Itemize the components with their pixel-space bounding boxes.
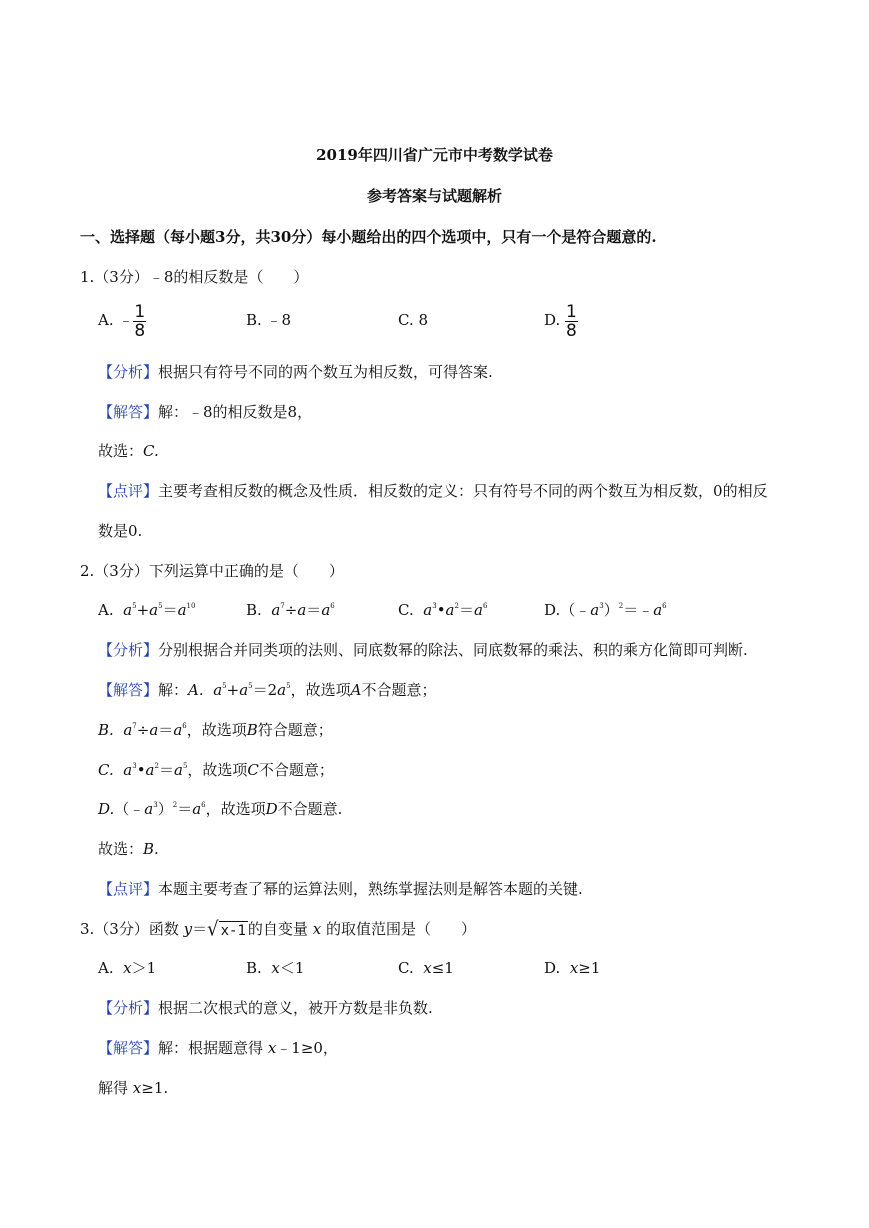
q1-choice: 故选：C.	[98, 442, 159, 460]
q2-answer-a: 【解答】解：A. $a^5+a^5=2a^5$，故选项A不合题意；	[98, 681, 437, 699]
q2-choice: 故选：B.	[98, 840, 159, 858]
fraction: $\frac{1}{8}$	[566, 301, 577, 341]
q2-analysis: 【分析】分别根据合并同类项的法则、同底数幂的除法、同底数幂的乘法、积的乘方化简即可判断.	[98, 641, 748, 659]
page-subtitle: 参考答案与试题解析	[366, 187, 502, 205]
q2-option-b: B. $a^7\div a=a^6$	[246, 601, 335, 619]
q1-option-c: C. 8	[398, 311, 429, 329]
q3-option-a: A. x＞1	[98, 959, 157, 977]
q1-answer: 【解答】解：﹣8的相反数是8，	[98, 403, 313, 421]
question-2-stem: 2.（3分）下列运算中正确的是（ ）	[80, 562, 344, 580]
q3-analysis: 【分析】根据二次根式的意义，被开方数是非负数.	[98, 999, 433, 1017]
q3-solve: 解得 x≥1.	[98, 1079, 169, 1097]
q1-review-cont: 数是0.	[98, 522, 143, 540]
section-heading: 一、选择题（每小题3分，共30分）每小题给出的四个选项中，只有一个是符合题意的.	[80, 228, 657, 246]
q1-analysis: 【分析】根据只有符号不同的两个数互为相反数，可得答案.	[98, 363, 493, 381]
q2-option-a: A. $a^5+a^5=a^{10}$	[98, 601, 196, 619]
q2-option-d: $D.(﹣a^3)^2=﹣a^6$	[544, 601, 667, 619]
q3-option-d: D. x≥1	[544, 959, 601, 977]
question-3-stem: 3.（3分）函数 y＝√ x-1 的自变量 x 的取值范围是（ ）	[80, 917, 476, 941]
q2-answer-d: $D.(﹣a^3)^2=a^6$，故选项D不合题意.	[98, 800, 343, 818]
q1-option-a: A. ﹣ $\frac{1}{8}$	[98, 301, 146, 341]
q1-review: 【点评】主要考查相反数的概念及性质．相反数的定义：只有符号不同的两个数互为相反数，0的相反	[98, 482, 768, 500]
q3-option-c: C. x≤1	[398, 959, 454, 977]
q3-option-b: B. x＜1	[246, 959, 305, 977]
q2-answer-b: B. $a^7\div a=a^6$，故选项B符合题意；	[98, 721, 333, 739]
q1-option-d: D. $\frac{1}{8}$	[544, 301, 577, 341]
q2-option-c: C. $a^3•a^2=a^6$	[398, 601, 488, 619]
question-1-stem: 1.（3分）﹣8的相反数是（ ）	[80, 268, 309, 286]
square-root: √ x-1	[207, 917, 246, 941]
fraction: $\frac{1}{8}$	[134, 301, 146, 341]
page-title: 2019年四川省广元市中考数学试卷	[316, 146, 553, 164]
q2-review: 【点评】本题主要考查了幂的运算法则，熟练掌握法则是解答本题的关键.	[98, 880, 583, 898]
q3-answer: 【解答】解：根据题意得 x﹣1≥0，	[98, 1039, 338, 1057]
q1-option-b: B. ﹣8	[246, 311, 292, 329]
q2-answer-c: C. $a^3•a^2=a^5$，故选项C不合题意；	[98, 761, 334, 779]
